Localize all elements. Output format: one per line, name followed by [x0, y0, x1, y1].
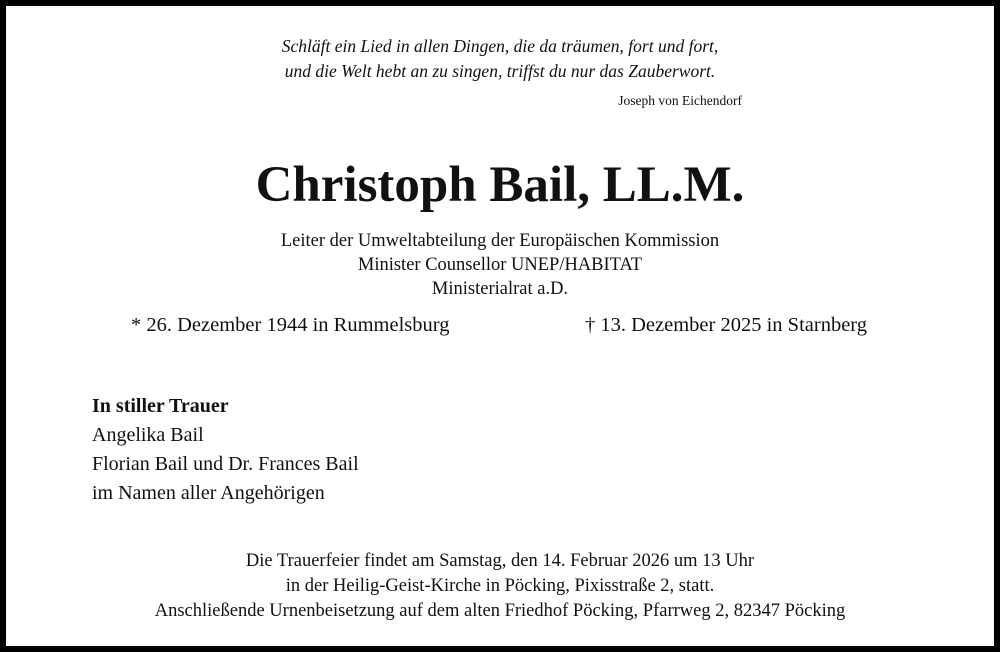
deceased-titles: [0, 229, 1000, 301]
service-line: Die Trauerfeier findet am Samstag, den 14. Februar 2026 um 13 Uhr: [245, 551, 755, 571]
poem-quote: [0, 34, 1000, 84]
mourners-heading: In stiller Trauer: [92, 395, 229, 417]
poem-line: und die Welt hebt an zu singen, triffst du nur das Zauberwort.: [284, 61, 716, 81]
birth-date: * 26. Dezember 1944 in Rummelsburg: [131, 314, 450, 336]
title-line: Leiter der Umweltabteilung der Europäischen Kommission: [280, 231, 720, 251]
mourner-name: im Namen aller Angehörigen: [92, 482, 325, 504]
poem-line: Schläft ein Lied in allen Dingen, die da träumen, fort und fort,: [281, 36, 719, 56]
service-line: Anschließende Urnenbeisetzung auf dem alten Friedhof Pöcking, Pfarrweg 2, 82347 Pöcking: [154, 601, 846, 621]
mourner-name: Angelika Bail: [92, 424, 204, 446]
mourner-name: Florian Bail und Dr. Frances Bail: [92, 453, 359, 475]
poem-author: Joseph von Eichendorf: [618, 93, 742, 108]
title-line: Ministerialrat a.D.: [431, 279, 569, 299]
service-info: [0, 549, 1000, 624]
service-line: in der Heilig-Geist-Kirche in Pöcking, Pixisstraße 2, statt.: [285, 576, 715, 596]
title-line: Minister Counsellor UNEP/HABITAT: [357, 255, 643, 275]
death-date: † 13. Dezember 2025 in Starnberg: [585, 314, 867, 336]
mourners-block: [92, 392, 359, 508]
deceased-name: Christoph Bail, LL.M.: [255, 157, 745, 213]
